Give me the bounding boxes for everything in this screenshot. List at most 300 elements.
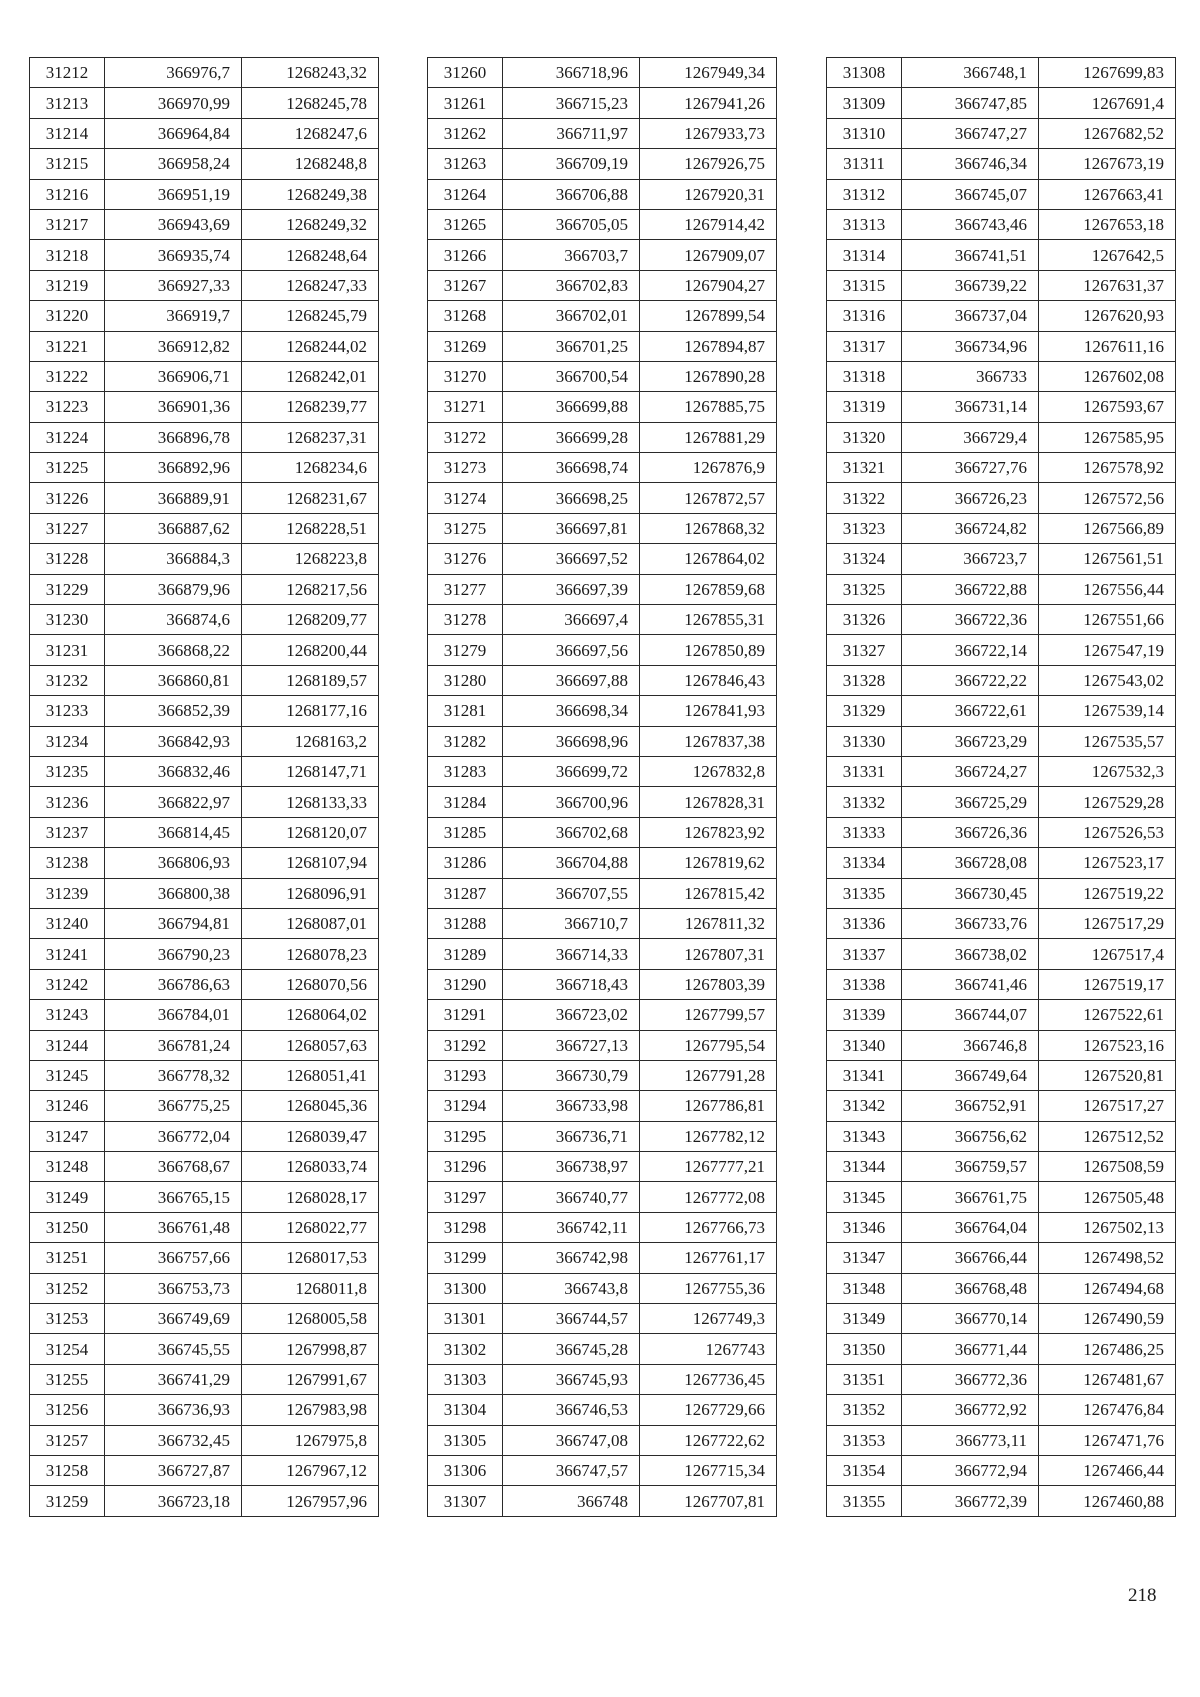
y-coordinate-cell: 1267471,76 (1039, 1425, 1176, 1455)
x-coordinate-cell: 366738,97 (503, 1152, 640, 1182)
table-row (428, 58, 777, 88)
table-row (428, 1060, 777, 1090)
point-number-cell: 31302 (428, 1334, 503, 1364)
y-coordinate-cell: 1267782,12 (640, 1121, 777, 1151)
point-number-cell: 31258 (30, 1455, 105, 1485)
point-number-cell: 31274 (428, 483, 503, 513)
x-coordinate-cell: 366697,88 (503, 665, 640, 695)
x-coordinate-cell: 366772,94 (902, 1455, 1039, 1485)
table-row (827, 392, 1176, 422)
point-number-cell: 31299 (428, 1243, 503, 1273)
table-row (428, 908, 777, 938)
y-coordinate-cell: 1267663,41 (1039, 179, 1176, 209)
coordinate-table-body (30, 58, 379, 1517)
x-coordinate-cell: 366727,13 (503, 1030, 640, 1060)
x-coordinate-cell: 366964,84 (105, 118, 242, 148)
x-coordinate-cell: 366775,25 (105, 1091, 242, 1121)
point-number-cell: 31251 (30, 1243, 105, 1273)
x-coordinate-cell: 366874,6 (105, 605, 242, 635)
y-coordinate-cell: 1268234,6 (242, 453, 379, 483)
point-number-cell: 31353 (827, 1425, 902, 1455)
point-number-cell: 31263 (428, 149, 503, 179)
table-row (428, 240, 777, 270)
table-row (30, 574, 379, 604)
y-coordinate-cell: 1268033,74 (242, 1152, 379, 1182)
table-row (428, 1152, 777, 1182)
y-coordinate-cell: 1267799,57 (640, 1000, 777, 1030)
table-row (827, 483, 1176, 513)
table-row (827, 513, 1176, 543)
point-number-cell: 31352 (827, 1395, 902, 1425)
table-row (30, 665, 379, 695)
table-row (827, 908, 1176, 938)
x-coordinate-cell: 366734,96 (902, 331, 1039, 361)
table-row (827, 1334, 1176, 1364)
y-coordinate-cell: 1268244,02 (242, 331, 379, 361)
table-row (30, 1334, 379, 1364)
table-row (827, 605, 1176, 635)
y-coordinate-cell: 1268217,56 (242, 574, 379, 604)
point-number-cell: 31303 (428, 1364, 503, 1394)
y-coordinate-cell: 1268249,38 (242, 179, 379, 209)
point-number-cell: 31349 (827, 1304, 902, 1334)
y-coordinate-cell: 1267736,45 (640, 1364, 777, 1394)
x-coordinate-cell: 366733,98 (503, 1091, 640, 1121)
y-coordinate-cell: 1268120,07 (242, 817, 379, 847)
point-number-cell: 31280 (428, 665, 503, 695)
x-coordinate-cell: 366700,96 (503, 787, 640, 817)
point-number-cell: 31250 (30, 1212, 105, 1242)
x-coordinate-cell: 366747,85 (902, 88, 1039, 118)
point-number-cell: 31345 (827, 1182, 902, 1212)
y-coordinate-cell: 1267786,81 (640, 1091, 777, 1121)
x-coordinate-cell: 366749,64 (902, 1060, 1039, 1090)
x-coordinate-cell: 366746,34 (902, 149, 1039, 179)
table-row (827, 756, 1176, 786)
x-coordinate-cell: 366832,46 (105, 756, 242, 786)
point-number-cell: 31225 (30, 453, 105, 483)
x-coordinate-cell: 366842,93 (105, 726, 242, 756)
x-coordinate-cell: 366742,98 (503, 1243, 640, 1273)
x-coordinate-cell: 366757,66 (105, 1243, 242, 1273)
y-coordinate-cell: 1267894,87 (640, 331, 777, 361)
table-row (827, 1212, 1176, 1242)
x-coordinate-cell: 366710,7 (503, 908, 640, 938)
y-coordinate-cell: 1267819,62 (640, 848, 777, 878)
y-coordinate-cell: 1268247,6 (242, 118, 379, 148)
x-coordinate-cell: 366741,29 (105, 1364, 242, 1394)
point-number-cell: 31261 (428, 88, 503, 118)
table-row (30, 392, 379, 422)
y-coordinate-cell: 1267505,48 (1039, 1182, 1176, 1212)
x-coordinate-cell: 366737,04 (902, 301, 1039, 331)
table-row (428, 787, 777, 817)
point-number-cell: 31294 (428, 1091, 503, 1121)
point-number-cell: 31295 (428, 1121, 503, 1151)
x-coordinate-cell: 366743,8 (503, 1273, 640, 1303)
point-number-cell: 31281 (428, 696, 503, 726)
x-coordinate-cell: 366753,73 (105, 1273, 242, 1303)
table-row (30, 149, 379, 179)
point-number-cell: 31241 (30, 939, 105, 969)
y-coordinate-cell: 1267729,66 (640, 1395, 777, 1425)
y-coordinate-cell: 1267855,31 (640, 605, 777, 635)
y-coordinate-cell: 1267517,4 (1039, 939, 1176, 969)
y-coordinate-cell: 1268064,02 (242, 1000, 379, 1030)
point-number-cell: 31217 (30, 209, 105, 239)
y-coordinate-cell: 1267983,98 (242, 1395, 379, 1425)
point-number-cell: 31256 (30, 1395, 105, 1425)
y-coordinate-cell: 1267837,38 (640, 726, 777, 756)
point-number-cell: 31279 (428, 635, 503, 665)
y-coordinate-cell: 1267949,34 (640, 58, 777, 88)
x-coordinate-cell: 366704,88 (503, 848, 640, 878)
point-number-cell: 31266 (428, 240, 503, 270)
point-number-cell: 31270 (428, 361, 503, 391)
point-number-cell: 31325 (827, 574, 902, 604)
point-number-cell: 31291 (428, 1000, 503, 1030)
table-row (30, 969, 379, 999)
x-coordinate-cell: 366728,08 (902, 848, 1039, 878)
x-coordinate-cell: 366705,05 (503, 209, 640, 239)
point-number-cell: 31343 (827, 1121, 902, 1151)
x-coordinate-cell: 366722,36 (902, 605, 1039, 635)
y-coordinate-cell: 1268248,64 (242, 240, 379, 270)
x-coordinate-cell: 366771,44 (902, 1334, 1039, 1364)
table-row (428, 1000, 777, 1030)
y-coordinate-cell: 1267766,73 (640, 1212, 777, 1242)
x-coordinate-cell: 366742,11 (503, 1212, 640, 1242)
x-coordinate-cell: 366726,23 (902, 483, 1039, 513)
x-coordinate-cell: 366814,45 (105, 817, 242, 847)
x-coordinate-cell: 366786,63 (105, 969, 242, 999)
y-coordinate-cell: 1267611,16 (1039, 331, 1176, 361)
x-coordinate-cell: 366745,28 (503, 1334, 640, 1364)
x-coordinate-cell: 366731,14 (902, 392, 1039, 422)
point-number-cell: 31321 (827, 453, 902, 483)
x-coordinate-cell: 366746,53 (503, 1395, 640, 1425)
y-coordinate-cell: 1267815,42 (640, 878, 777, 908)
x-coordinate-cell: 366884,3 (105, 544, 242, 574)
point-number-cell: 31247 (30, 1121, 105, 1151)
table-row (30, 756, 379, 786)
point-number-cell: 31313 (827, 209, 902, 239)
y-coordinate-cell: 1267715,34 (640, 1455, 777, 1485)
x-coordinate-cell: 366714,33 (503, 939, 640, 969)
y-coordinate-cell: 1267828,31 (640, 787, 777, 817)
point-number-cell: 31290 (428, 969, 503, 999)
table-row (428, 848, 777, 878)
point-number-cell: 31344 (827, 1152, 902, 1182)
table-row (827, 1425, 1176, 1455)
x-coordinate-cell: 366970,99 (105, 88, 242, 118)
x-coordinate-cell: 366723,7 (902, 544, 1039, 574)
y-coordinate-cell: 1267707,81 (640, 1486, 777, 1516)
x-coordinate-cell: 366919,7 (105, 301, 242, 331)
x-coordinate-cell: 366697,81 (503, 513, 640, 543)
x-coordinate-cell: 366715,23 (503, 88, 640, 118)
x-coordinate-cell: 366901,36 (105, 392, 242, 422)
y-coordinate-cell: 1268237,31 (242, 422, 379, 452)
table-row (428, 301, 777, 331)
y-coordinate-cell: 1268223,8 (242, 544, 379, 574)
y-coordinate-cell: 1267547,19 (1039, 635, 1176, 665)
table-row (428, 1364, 777, 1394)
coordinate-table-3 (826, 57, 1176, 1517)
table-row (30, 331, 379, 361)
table-row (428, 544, 777, 574)
point-number-cell: 31341 (827, 1060, 902, 1090)
y-coordinate-cell: 1267529,28 (1039, 787, 1176, 817)
point-number-cell: 31218 (30, 240, 105, 270)
point-number-cell: 31348 (827, 1273, 902, 1303)
x-coordinate-cell: 366698,25 (503, 483, 640, 513)
x-coordinate-cell: 366699,28 (503, 422, 640, 452)
x-coordinate-cell: 366738,02 (902, 939, 1039, 969)
x-coordinate-cell: 366733 (902, 361, 1039, 391)
x-coordinate-cell: 366860,81 (105, 665, 242, 695)
x-coordinate-cell: 366770,14 (902, 1304, 1039, 1334)
table-row (827, 1486, 1176, 1516)
x-coordinate-cell: 366733,76 (902, 908, 1039, 938)
y-coordinate-cell: 1268133,33 (242, 787, 379, 817)
x-coordinate-cell: 366729,4 (902, 422, 1039, 452)
table-row (827, 1243, 1176, 1273)
point-number-cell: 31245 (30, 1060, 105, 1090)
y-coordinate-cell: 1267486,25 (1039, 1334, 1176, 1364)
x-coordinate-cell: 366887,62 (105, 513, 242, 543)
x-coordinate-cell: 366906,71 (105, 361, 242, 391)
point-number-cell: 31338 (827, 969, 902, 999)
point-number-cell: 31332 (827, 787, 902, 817)
y-coordinate-cell: 1267593,67 (1039, 392, 1176, 422)
y-coordinate-cell: 1268028,17 (242, 1182, 379, 1212)
table-row (827, 453, 1176, 483)
table-row (30, 908, 379, 938)
x-coordinate-cell: 366740,77 (503, 1182, 640, 1212)
y-coordinate-cell: 1267517,29 (1039, 908, 1176, 938)
x-coordinate-cell: 366772,36 (902, 1364, 1039, 1394)
table-row (827, 1091, 1176, 1121)
point-number-cell: 31214 (30, 118, 105, 148)
y-coordinate-cell: 1268189,57 (242, 665, 379, 695)
table-row (827, 1060, 1176, 1090)
table-row (30, 58, 379, 88)
point-number-cell: 31233 (30, 696, 105, 726)
table-row (827, 209, 1176, 239)
point-number-cell: 31285 (428, 817, 503, 847)
x-coordinate-cell: 366726,36 (902, 817, 1039, 847)
table-row (30, 1152, 379, 1182)
point-number-cell: 31316 (827, 301, 902, 331)
table-row (827, 58, 1176, 88)
x-coordinate-cell: 366698,96 (503, 726, 640, 756)
y-coordinate-cell: 1268242,01 (242, 361, 379, 391)
y-coordinate-cell: 1267532,3 (1039, 756, 1176, 786)
point-number-cell: 31289 (428, 939, 503, 969)
point-number-cell: 31219 (30, 270, 105, 300)
y-coordinate-cell: 1268209,77 (242, 605, 379, 635)
point-number-cell: 31234 (30, 726, 105, 756)
point-number-cell: 31224 (30, 422, 105, 452)
point-number-cell: 31286 (428, 848, 503, 878)
x-coordinate-cell: 366732,45 (105, 1425, 242, 1455)
table-row (428, 270, 777, 300)
y-coordinate-cell: 1267522,61 (1039, 1000, 1176, 1030)
table-row (428, 1243, 777, 1273)
y-coordinate-cell: 1268231,67 (242, 483, 379, 513)
y-coordinate-cell: 1267926,75 (640, 149, 777, 179)
y-coordinate-cell: 1268078,23 (242, 939, 379, 969)
table-row (827, 149, 1176, 179)
table-row (827, 422, 1176, 452)
table-row (827, 361, 1176, 391)
point-number-cell: 31243 (30, 1000, 105, 1030)
y-coordinate-cell: 1268245,79 (242, 301, 379, 331)
table-row (30, 939, 379, 969)
y-coordinate-cell: 1268163,2 (242, 726, 379, 756)
x-coordinate-cell: 366747,27 (902, 118, 1039, 148)
point-number-cell: 31273 (428, 453, 503, 483)
y-coordinate-cell: 1268039,47 (242, 1121, 379, 1151)
table-row (827, 817, 1176, 847)
table-row (30, 696, 379, 726)
y-coordinate-cell: 1267673,19 (1039, 149, 1176, 179)
x-coordinate-cell: 366718,43 (503, 969, 640, 999)
table-row (827, 1395, 1176, 1425)
y-coordinate-cell: 1267566,89 (1039, 513, 1176, 543)
point-number-cell: 31244 (30, 1030, 105, 1060)
x-coordinate-cell: 366773,11 (902, 1425, 1039, 1455)
table-row (827, 1000, 1176, 1030)
point-number-cell: 31301 (428, 1304, 503, 1334)
x-coordinate-cell: 366744,57 (503, 1304, 640, 1334)
y-coordinate-cell: 1268011,8 (242, 1273, 379, 1303)
point-number-cell: 31328 (827, 665, 902, 695)
point-number-cell: 31320 (827, 422, 902, 452)
y-coordinate-cell: 1267523,16 (1039, 1030, 1176, 1060)
table-row (30, 1425, 379, 1455)
table-row (428, 1030, 777, 1060)
table-row (30, 422, 379, 452)
y-coordinate-cell: 1267631,37 (1039, 270, 1176, 300)
point-number-cell: 31335 (827, 878, 902, 908)
table-row (827, 574, 1176, 604)
table-row (428, 696, 777, 726)
table-row (30, 209, 379, 239)
table-row (30, 513, 379, 543)
point-number-cell: 31315 (827, 270, 902, 300)
point-number-cell: 31254 (30, 1334, 105, 1364)
table-row (30, 1030, 379, 1060)
x-coordinate-cell: 366699,72 (503, 756, 640, 786)
x-coordinate-cell: 366772,39 (902, 1486, 1039, 1516)
point-number-cell: 31300 (428, 1273, 503, 1303)
table-row (428, 878, 777, 908)
table-row (428, 453, 777, 483)
table-row (827, 331, 1176, 361)
x-coordinate-cell: 366697,56 (503, 635, 640, 665)
x-coordinate-cell: 366711,97 (503, 118, 640, 148)
y-coordinate-cell: 1268147,71 (242, 756, 379, 786)
x-coordinate-cell: 366706,88 (503, 179, 640, 209)
y-coordinate-cell: 1267543,02 (1039, 665, 1176, 695)
x-coordinate-cell: 366766,44 (902, 1243, 1039, 1273)
table-row (428, 483, 777, 513)
table-row (30, 1273, 379, 1303)
x-coordinate-cell: 366790,23 (105, 939, 242, 969)
table-row (30, 817, 379, 847)
x-coordinate-cell: 366768,48 (902, 1273, 1039, 1303)
point-number-cell: 31305 (428, 1425, 503, 1455)
y-coordinate-cell: 1267755,36 (640, 1273, 777, 1303)
table-row (30, 726, 379, 756)
y-coordinate-cell: 1267749,3 (640, 1304, 777, 1334)
x-coordinate-cell: 366927,33 (105, 270, 242, 300)
x-coordinate-cell: 366768,67 (105, 1152, 242, 1182)
table-row (827, 270, 1176, 300)
table-row (827, 939, 1176, 969)
y-coordinate-cell: 1267539,14 (1039, 696, 1176, 726)
y-coordinate-cell: 1268057,63 (242, 1030, 379, 1060)
x-coordinate-cell: 366723,18 (105, 1486, 242, 1516)
point-number-cell: 31350 (827, 1334, 902, 1364)
y-coordinate-cell: 1267578,92 (1039, 453, 1176, 483)
table-row (827, 1364, 1176, 1394)
y-coordinate-cell: 1267991,67 (242, 1364, 379, 1394)
y-coordinate-cell: 1268087,01 (242, 908, 379, 938)
table-row (428, 605, 777, 635)
y-coordinate-cell: 1267761,17 (640, 1243, 777, 1273)
point-number-cell: 31213 (30, 88, 105, 118)
table-row (428, 756, 777, 786)
y-coordinate-cell: 1267909,07 (640, 240, 777, 270)
point-number-cell: 31308 (827, 58, 902, 88)
point-number-cell: 31306 (428, 1455, 503, 1485)
point-number-cell: 31253 (30, 1304, 105, 1334)
y-coordinate-cell: 1267520,81 (1039, 1060, 1176, 1090)
table-row (428, 574, 777, 604)
y-coordinate-cell: 1267807,31 (640, 939, 777, 969)
y-coordinate-cell: 1267811,32 (640, 908, 777, 938)
point-number-cell: 31347 (827, 1243, 902, 1273)
point-number-cell: 31223 (30, 392, 105, 422)
y-coordinate-cell: 1267490,59 (1039, 1304, 1176, 1334)
coordinate-table-body (827, 58, 1176, 1517)
y-coordinate-cell: 1267920,31 (640, 179, 777, 209)
point-number-cell: 31319 (827, 392, 902, 422)
point-number-cell: 31282 (428, 726, 503, 756)
x-coordinate-cell: 366879,96 (105, 574, 242, 604)
table-row (30, 848, 379, 878)
y-coordinate-cell: 1268243,32 (242, 58, 379, 88)
x-coordinate-cell: 366958,24 (105, 149, 242, 179)
table-row (428, 939, 777, 969)
x-coordinate-cell: 366741,51 (902, 240, 1039, 270)
y-coordinate-cell: 1267998,87 (242, 1334, 379, 1364)
point-number-cell: 31267 (428, 270, 503, 300)
table-row (428, 665, 777, 695)
y-coordinate-cell: 1267526,53 (1039, 817, 1176, 847)
x-coordinate-cell: 366745,55 (105, 1334, 242, 1364)
x-coordinate-cell: 366722,61 (902, 696, 1039, 726)
table-row (428, 118, 777, 148)
y-coordinate-cell: 1268107,94 (242, 848, 379, 878)
table-row (30, 1000, 379, 1030)
y-coordinate-cell: 1267481,67 (1039, 1364, 1176, 1394)
y-coordinate-cell: 1267890,28 (640, 361, 777, 391)
table-row (428, 422, 777, 452)
